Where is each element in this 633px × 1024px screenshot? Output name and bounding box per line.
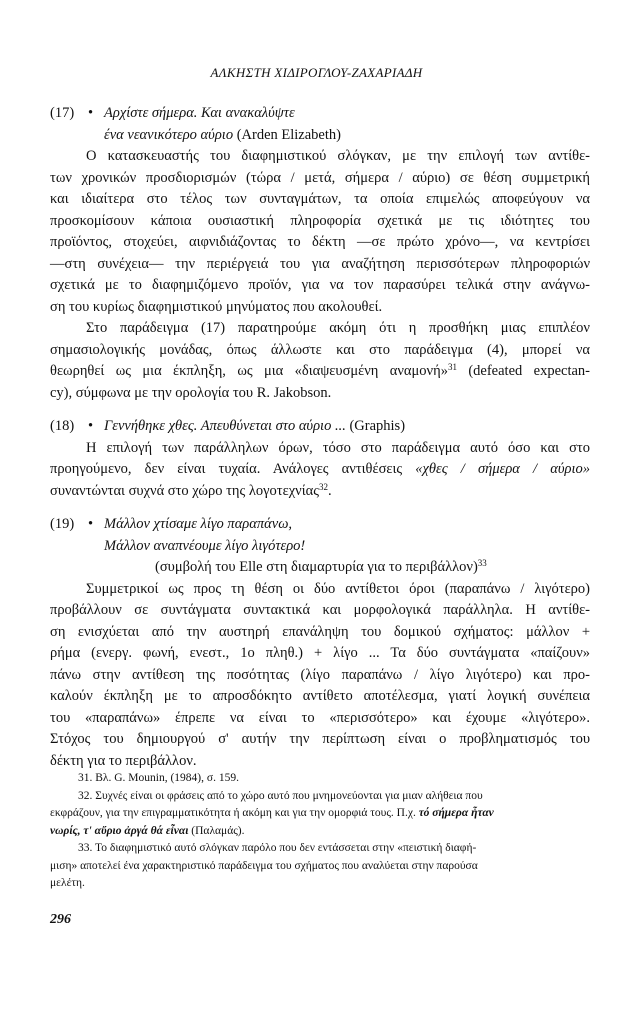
footnote-ref: 31 xyxy=(447,362,457,372)
paragraph-line: του «παραπάνω» έπρεπε να είναι το «περισσότερο» και έχουμε «λιγότερο». xyxy=(50,709,590,726)
example-19-heading xyxy=(50,514,590,536)
paragraph-line: Ο κατασκευαστής του διαφημιστικού σλόγκαν, με την επιλογή των αντίθε- xyxy=(86,148,590,164)
paragraph-line: Στο παράδειγμα (17) παρατηρούμε ακόμη ότι η προσθήκη μιας επιπλέον xyxy=(86,320,590,336)
paragraph-line: cy), σύμφωνα με την ορολογία του R. Jakobson. xyxy=(50,384,332,401)
slogan-line: Αρχίστε σήμερα. Και ανακαλύψτε xyxy=(104,105,295,121)
slogan-line: ένα νεανικότερο αύριο xyxy=(104,126,234,143)
paragraph-line: προϊόντος, στοχεύει, αιφνιδιάζοντας το δέκτη —σε πρώτο χρόνο—, να κεντρίσει xyxy=(50,234,590,250)
slogan-source: (Arden Elizabeth) xyxy=(233,126,341,143)
text-run: (defeated expectan- xyxy=(456,363,591,379)
text-run: . xyxy=(327,482,332,499)
slogan-line: Γεννήθηκε χθες. Απευθύνεται στο αύριο ... xyxy=(104,418,346,434)
paragraph-line: ση ενισχύεται από την αυστηρή επανάληψη του δομικού σχήματος: μάλλον + xyxy=(50,623,590,640)
paragraph-line: καλούν έκπληξη με το απροσδόκητο αντίθετο αποτέλεσμα, γιατί λογική συνέπεια xyxy=(50,688,590,704)
paragraph-line: πάνω στην αντίθεση της ποσότητας (λίγο παραπάνω / λίγο λιγότερο) και προ- xyxy=(50,666,590,683)
footnote-31: 31. Βλ. G. Mounin, (1984), σ. 159. xyxy=(78,772,239,784)
quoted-italic: τό σήμερα ἦταν xyxy=(418,807,494,819)
bullet-icon: • xyxy=(88,418,94,434)
footnote-33-cont: μελέτη. xyxy=(50,877,85,889)
paragraph-line: ρήμα (ενεργ. φωνή, ενεστ., 1ο πληθ.) + λίγο ... Τα δύο συντάγματα «παίζουν» xyxy=(50,645,590,661)
example-number: (17) xyxy=(50,105,75,121)
paragraph-line: των χρονικών προσδιορισμών (τώρα / μετά, σήμερα / αύριο) σε θέση συμμετρική xyxy=(50,169,590,186)
footnotes xyxy=(50,770,590,893)
page-number: 296 xyxy=(50,912,71,927)
paragraph-line xyxy=(50,459,590,481)
example-number: (18) xyxy=(50,418,75,434)
text-run: προηγούμενο, δεν είναι τυχαία. Ανάλογες αντιθέσεις xyxy=(50,461,416,477)
text-run: εκφράζουν, για την επιγραμματικότητα ή ακόμη και για την ομορφιά τους. Π.χ. xyxy=(50,807,419,819)
footnote-ref: 33 xyxy=(477,558,487,568)
example-17-heading xyxy=(50,103,590,125)
paragraph-line: Συμμετρικοί ως προς τη θέση οι δύο αντίθετοι όροι (παραπάνω / λιγότερο) xyxy=(86,580,590,597)
footnote-32-cont xyxy=(50,805,590,823)
paragraph-line: σημασιολογικής μονάδας, όπως άλλωστε και στο παράδειγμα (4), μπορεί να xyxy=(50,341,590,358)
running-head: ΑΛΚΗΣΤΗ ΧΙΔΙΡΟΓΛΟΥ-ΖΑΧΑΡΙΑΔΗ xyxy=(210,65,423,80)
slogan-line: Μάλλον αναπνέουμε λίγο λιγότερο! xyxy=(104,537,306,554)
footnote-33: 33. Το διαφημιστικό αυτό σλόγκαν παρόλο που δεν εντάσσεται στην «πειστική διαφή- xyxy=(78,842,477,854)
slogan-line: Μάλλον χτίσαμε λίγο παραπάνω, xyxy=(104,516,293,532)
example-number: (19) xyxy=(50,516,75,532)
main-text xyxy=(50,103,590,772)
bullet-icon: • xyxy=(88,105,94,121)
paragraph-line xyxy=(50,361,590,383)
paragraph-line: Η επιλογή των παράλληλων όρων, τόσο στο παράδειγμα αυτό όσο και στο xyxy=(86,439,590,456)
paragraph-line: Στόχος του δημιουργού σ' αυτήν την περίπτωση είναι ο προβληματισμός του xyxy=(50,731,590,747)
slogan-attribution xyxy=(50,557,590,579)
text-run: συναντώνται συχνά στο χώρο της λογοτεχνίας xyxy=(50,482,319,499)
text-run: (Παλαμάς). xyxy=(188,824,245,837)
paragraph-line: δέκτη για το περιβάλλον. xyxy=(50,752,197,769)
footnote-32: 32. Συχνές είναι οι φράσεις από το χώρο αυτό που μνημονεύονται για μιαν αλήθεια που xyxy=(78,789,483,802)
footnote-ref: 32 xyxy=(318,481,328,492)
footnote-32-cont xyxy=(50,823,590,841)
paragraph-line: προσκομίσουν κάποια ουσιαστική πληροφορία σχετικά με τις ιδιότητες του xyxy=(50,212,590,229)
footnote-33-cont: μιση» αποτελεί ένα χαρακτηριστικό παράδειγμα του σχήματος που αναλύεται στην παρούσα xyxy=(50,859,478,872)
text-run: (συμβολή του Elle στη διαμαρτυρία για το περιβάλλον) xyxy=(155,559,478,575)
example-17-line2 xyxy=(50,125,590,147)
bullet-icon: • xyxy=(88,516,94,532)
paragraph-line: προβάλλουν σε συντάγματα συντακτικά και μορφολογικά παράλληλα. Η αντίθε- xyxy=(50,602,590,618)
paragraph-line: ση του κυρίως διαφημιστικού μηνύματος που ακολουθεί. xyxy=(50,298,383,315)
quoted-italic: νωρίς, τ' αὔριο ἀργά θά εἶναι xyxy=(50,824,189,837)
example-18-heading xyxy=(50,416,590,438)
paragraph-line: σχετικά με το διαφημιζόμενο προϊόν, για να τον παρασύρει τελικά στην ανάγνω- xyxy=(50,277,590,293)
paragraph-line xyxy=(50,481,590,503)
text-run: θεωρηθεί ως μια έκπληξη, ως μια «διαψευσμένη αναμονή» xyxy=(50,363,448,379)
paragraph-line: και ιδιαίτερα στο τέλος των συνταγμάτων, τα οποία επιμελώς αποφεύγουν να xyxy=(50,191,590,207)
quoted-italic: «χθες / σήμερα / αύριο» xyxy=(415,461,590,477)
paragraph-line: —στη συνέχεια— την περιέργειά του για αναζήτηση περισσότερων πληροφοριών xyxy=(50,255,590,272)
slogan-source: (Graphis) xyxy=(345,418,406,434)
